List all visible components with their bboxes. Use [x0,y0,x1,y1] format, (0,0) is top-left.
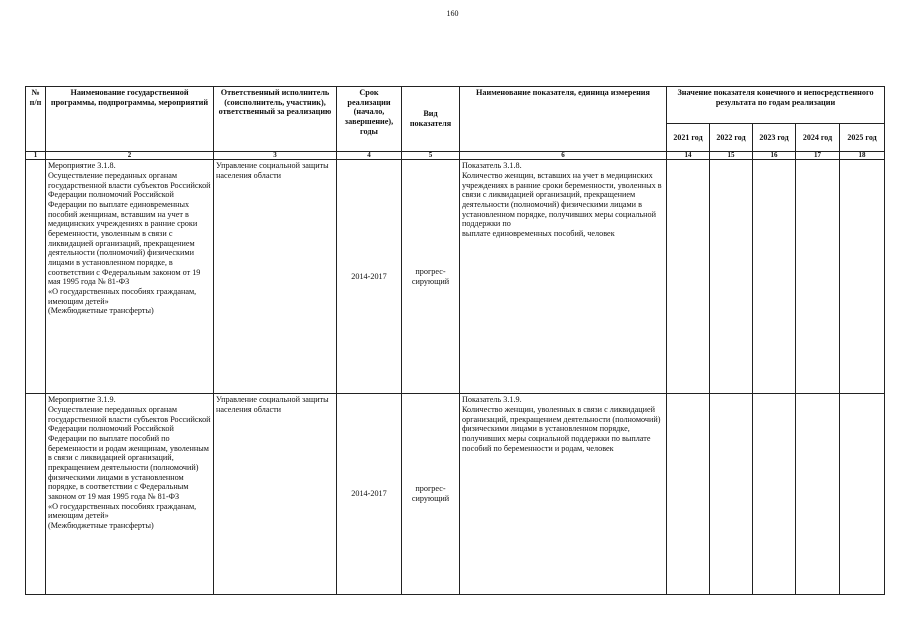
column-number: 17 [796,152,840,160]
value-2023 [753,394,796,595]
indicator-name: Показатель 3.1.8. Количество женщин, вставших на учет в медицинских учреждениях в ранние сроки беременности, уволенных в связи с ликвидацией организаций, прекращением деятельности (полномочий) физическими лицами в установленном порядке, получивших меры социальной поддержки по выплате единовременных пособий, человек [460,160,667,394]
responsible-executor: Управление социальной защиты населения области [214,160,337,394]
header-name: Наименование государственной программы, подпрограммы, мероприятий [46,87,214,152]
column-number: 4 [337,152,402,160]
header-year-2025: 2025 год [840,124,885,152]
header-year-2021: 2021 год [667,124,710,152]
value-2025 [840,160,885,394]
column-number: 14 [667,152,710,160]
value-2024 [796,160,840,394]
value-2023 [753,160,796,394]
header-term: Срок реализации (начало, завершение), годы [337,87,402,152]
value-2021 [667,160,710,394]
value-2021 [667,394,710,595]
column-number: 2 [46,152,214,160]
table-row [26,160,885,394]
header-type: Вид показателя [402,87,460,152]
header-year-2023: 2023 год [753,124,796,152]
value-2025 [840,394,885,595]
column-number: 3 [214,152,337,160]
row-num [26,394,46,595]
responsible-executor: Управление социальной защиты населения области [214,394,337,595]
indicator-type: прогрес- сирующий [402,160,460,394]
column-number: 6 [460,152,667,160]
page-number: 160 [446,9,459,18]
measure-name: Мероприятие 3.1.9. Осуществление переданных органам государственной власти субъектов Российской Федерации полномочий Российской Федерации по выплате пособий по беременности и родам женщинам, уволенным в связи с ликвидацией организаций, прекращением деятельности (полномочий) физическими лицами в установленном порядке, в соответствии с Федеральным законом от 19 мая 1995 года № 81-ФЗ «О государственных пособиях гражданам, имеющим детей» (Межбюджетные трансферты) [46,394,214,595]
header-indicator: Наименование показателя, единица измерения [460,87,667,152]
column-number: 15 [710,152,753,160]
program-table [25,86,885,595]
column-number: 16 [753,152,796,160]
row-num [26,160,46,394]
value-2024 [796,394,840,595]
column-number: 18 [840,152,885,160]
header-values-group: Значение показателя конечного и непосредственного результата по годам реализации [667,87,885,124]
table-row [26,394,885,595]
indicator-type: прогрес- сирующий [402,394,460,595]
measure-name: Мероприятие 3.1.8. Осуществление переданных органам государственной власти субъектов Российской Федерации полномочий Российской Федерации по выплате единовременных пособий женщинам, вставшим на учет в медицинских учреждениях в ранние сроки беременности, уволенным в связи с ликвидацией организаций, прекращением деятельности (полномочий) физическими лицами в установленном порядке, в соответствии с Федеральным законом от 19 мая 1995 года № 81-ФЗ «О государственных пособиях гражданам, имеющим детей» (Межбюджетные трансферты) [46,160,214,394]
indicator-name: Показатель 3.1.9. Количество женщин, уволенных в связи с ликвидацией организаций, прекращением деятельности (полномочий) физическими лицами в установленном порядке, получивших меры социальной поддержки по выплате пособий по беременности и родам, человек [460,394,667,595]
implementation-term: 2014-2017 [337,160,402,394]
header-responsible: Ответственный исполнитель (соисполнитель, участник), ответственный за реализацию [214,87,337,152]
value-2022 [710,160,753,394]
header-num: № п/п [26,87,46,152]
header-year-2024: 2024 год [796,124,840,152]
column-numbers-row [26,152,885,160]
column-number: 1 [26,152,46,160]
column-number: 5 [402,152,460,160]
header-year-2022: 2022 год [710,124,753,152]
implementation-term: 2014-2017 [337,394,402,595]
value-2022 [710,394,753,595]
